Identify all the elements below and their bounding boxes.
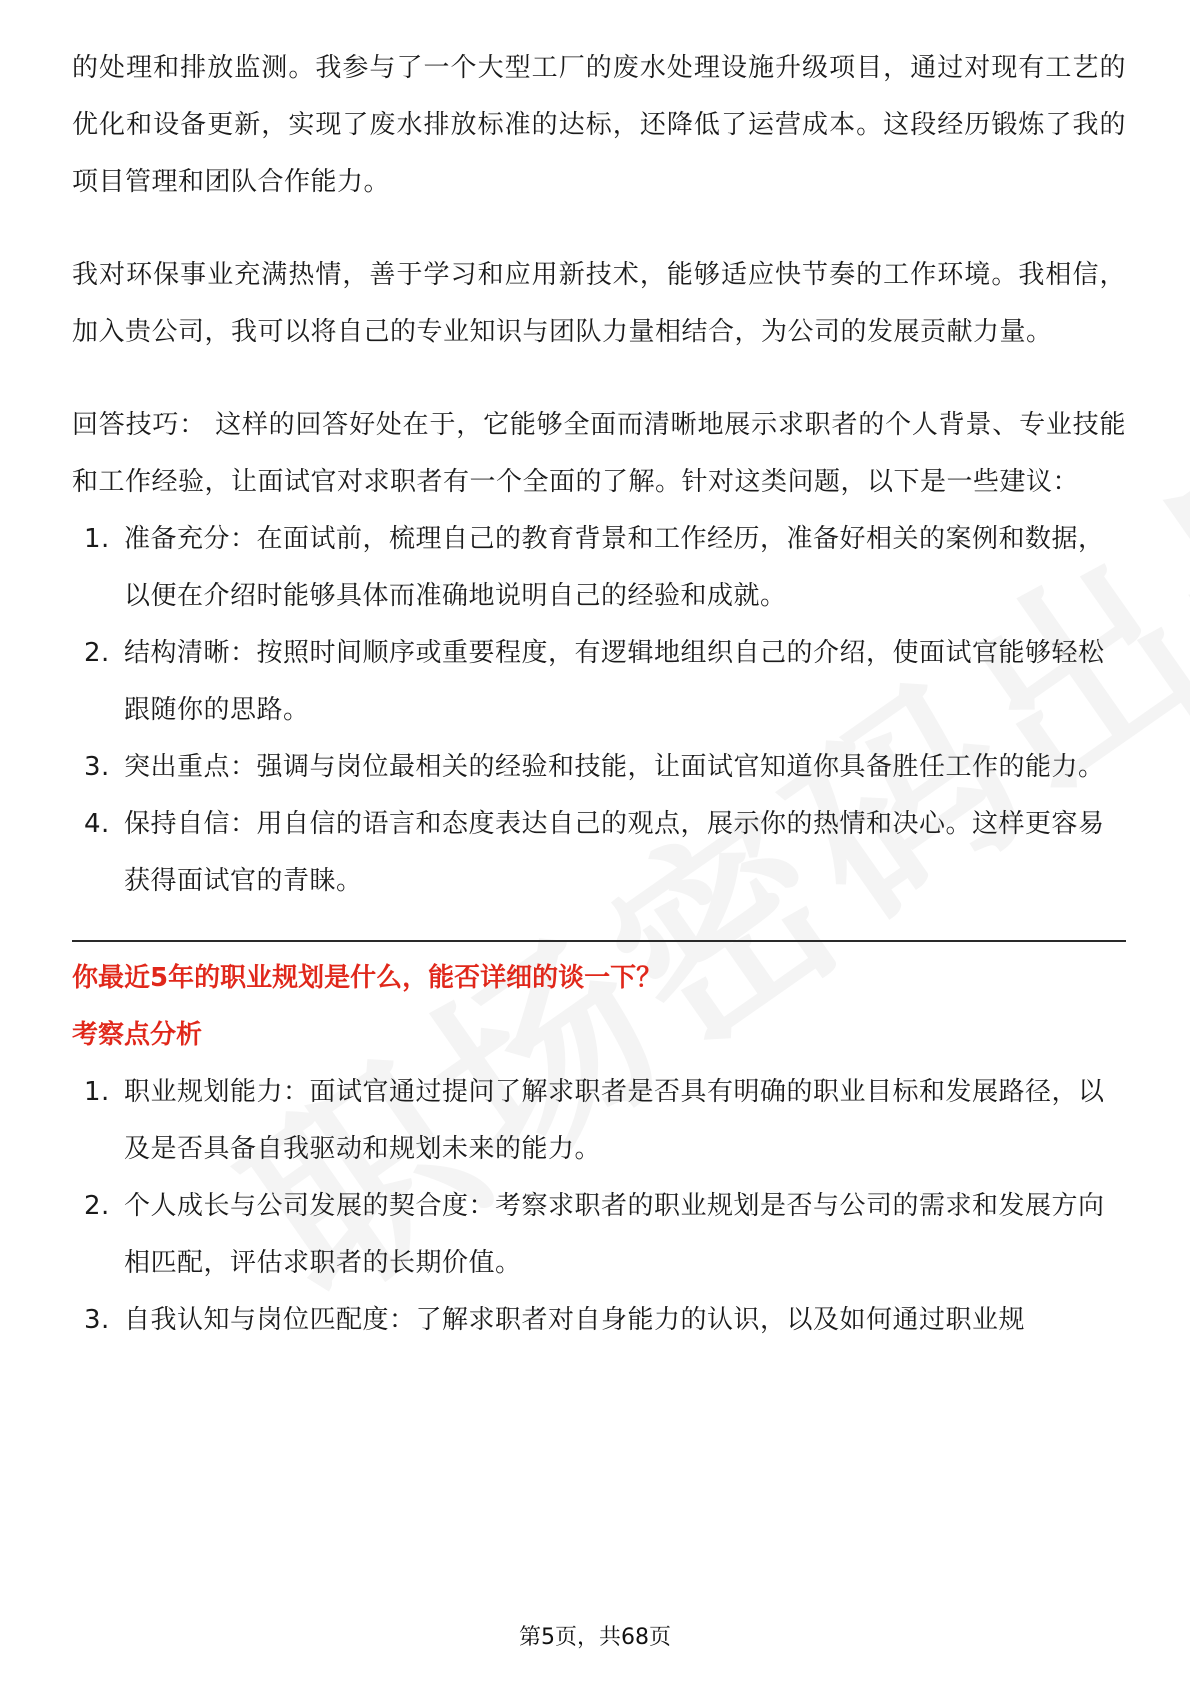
list-item xyxy=(72,625,1126,739)
list-item-text: 自我认知与岗位匹配度：了解求职者对自身能力的认识，以及如何通过职业规 xyxy=(124,1305,1026,1335)
list-number: 1. xyxy=(84,524,110,554)
list-number: 2. xyxy=(84,1191,110,1221)
list-item-text: 结构清晰：按照时间顺序或重要程度，有逻辑地组织自己的介绍，使面试官能够轻松跟随你的思路。 xyxy=(124,638,1105,725)
tips-list xyxy=(72,511,1126,910)
list-item-text: 准备充分：在面试前，梳理自己的教育背景和工作经历，准备好相关的案例和数据，以便在介绍时能够具体而准确地说明自己的经验和成就。 xyxy=(124,524,1105,611)
list-number: 1. xyxy=(84,1077,110,1107)
question-heading: 你最近5年的职业规划是什么，能否详细的谈一下？ xyxy=(72,963,663,993)
list-item-text: 职业规划能力：面试官通过提问了解求职者是否具有明确的职业目标和发展路径，以及是否具备自我驱动和规划未来的能力。 xyxy=(124,1077,1105,1164)
list-item xyxy=(72,739,1126,796)
body-paragraph-1: 的处理和排放监测。我参与了一个大型工厂的废水处理设施升级项目，通过对现有工艺的优化和设备更新，实现了废水排放标准的达标，还降低了运营成本。这段经历锻炼了我的项目管理和团队合作能力。 xyxy=(72,53,1126,197)
list-item-text: 突出重点：强调与岗位最相关的经验和技能，让面试官知道你具备胜任工作的能力。 xyxy=(124,752,1105,782)
answer-tips-paragraph: 回答技巧： 这样的回答好处在于，它能够全面而清晰地展示求职者的个人背景、专业技能和工作经验，让面试官对求职者有一个全面的了解。针对这类问题，以下是一些建议： xyxy=(72,410,1126,497)
list-number: 4. xyxy=(84,809,110,839)
list-number: 2. xyxy=(84,638,110,668)
analysis-list xyxy=(72,1064,1126,1349)
analysis-heading: 考察点分析 xyxy=(72,1020,203,1050)
list-item xyxy=(72,1064,1126,1178)
list-number: 3. xyxy=(84,1305,110,1335)
list-item xyxy=(72,796,1126,910)
list-item-text: 个人成长与公司发展的契合度：考察求职者的职业规划是否与公司的需求和发展方向相匹配，评估求职者的长期价值。 xyxy=(124,1191,1105,1278)
section-divider xyxy=(72,940,1126,942)
document-page xyxy=(72,40,1126,1349)
list-number: 3. xyxy=(84,752,110,782)
list-item-text: 保持自信：用自信的语言和态度表达自己的观点，展示你的热情和决心。这样更容易获得面试官的青睐。 xyxy=(124,809,1105,896)
body-paragraph-2: 我对环保事业充满热情，善于学习和应用新技术，能够适应快节奏的工作环境。我相信，加入贵公司，我可以将自己的专业知识与团队力量相结合，为公司的发展贡献力量。 xyxy=(72,260,1126,347)
list-item xyxy=(72,1292,1126,1349)
list-item xyxy=(72,511,1126,625)
list-item xyxy=(72,1178,1126,1292)
page-footer: 第5页，共68页 xyxy=(519,1625,671,1650)
